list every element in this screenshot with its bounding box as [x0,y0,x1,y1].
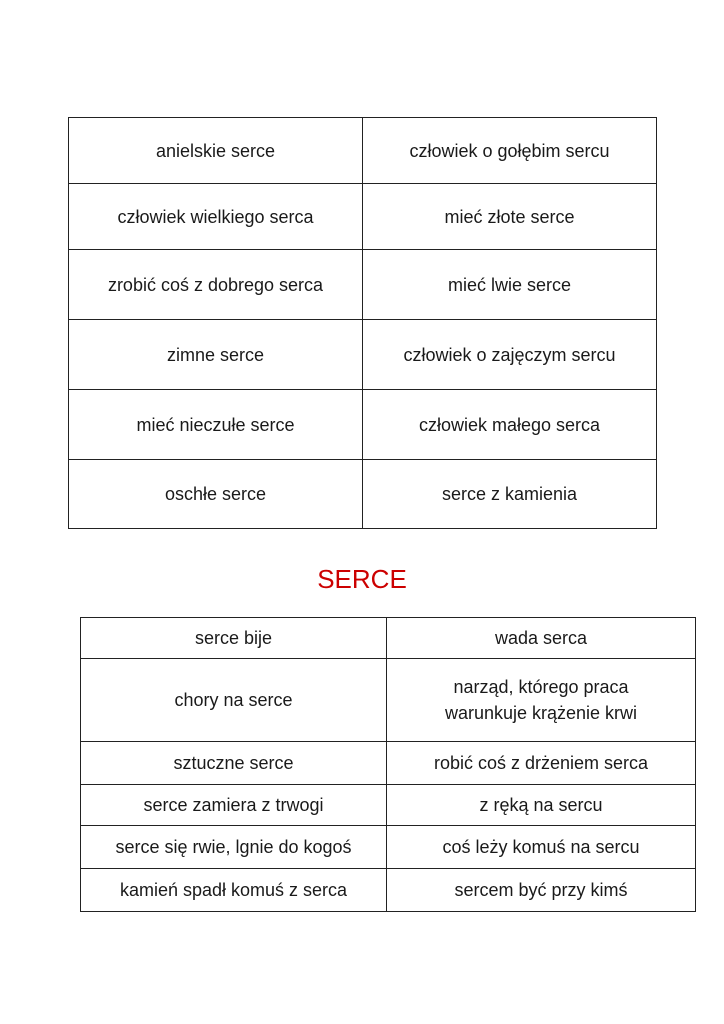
table-cell: oschłe serce [69,460,363,529]
table-cell: chory na serce [81,659,387,742]
table-row [81,869,696,912]
table-cell: z ręką na sercu [387,785,696,826]
table-cell: sztuczne serce [81,742,387,785]
table-cell: człowiek o zajęczym sercu [363,320,657,390]
table-cell: serce się rwie, lgnie do kogoś [81,826,387,869]
table-row [69,118,657,184]
table-cell: anielskie serce [69,118,363,184]
table-row [69,320,657,390]
table-row [81,742,696,785]
section-heading: SERCE [317,564,407,594]
cell-line: warunkuje krążenie krwi [444,703,638,723]
table-row [69,390,657,460]
table-cell: mieć lwie serce [363,250,657,320]
table-row [81,826,696,869]
table-row [69,250,657,320]
table-row [69,184,657,250]
table-cell: mieć złote serce [363,184,657,250]
table-row [81,618,696,659]
table-cell: robić coś z drżeniem serca [387,742,696,785]
cell-line: narząd, którego praca [453,677,629,697]
table-row [81,659,696,742]
table-cell: serce zamiera z trwogi [81,785,387,826]
table-row [81,785,696,826]
table-cell: kamień spadł komuś z serca [81,869,387,912]
table-cell [387,659,696,742]
table-cell: człowiek o gołębim sercu [363,118,657,184]
table-cell: człowiek wielkiego serca [69,184,363,250]
table-cell: wada serca [387,618,696,659]
phrases-table-top [68,117,657,529]
table-cell: zrobić coś z dobrego serca [69,250,363,320]
table-cell: mieć nieczułe serce [69,390,363,460]
table-cell: serce z kamienia [363,460,657,529]
phrases-table-bottom [80,617,696,912]
table-cell: serce bije [81,618,387,659]
table-row [69,460,657,529]
table-cell: zimne serce [69,320,363,390]
table-cell: człowiek małego serca [363,390,657,460]
table-cell: coś leży komuś na sercu [387,826,696,869]
table-cell: sercem być przy kimś [387,869,696,912]
